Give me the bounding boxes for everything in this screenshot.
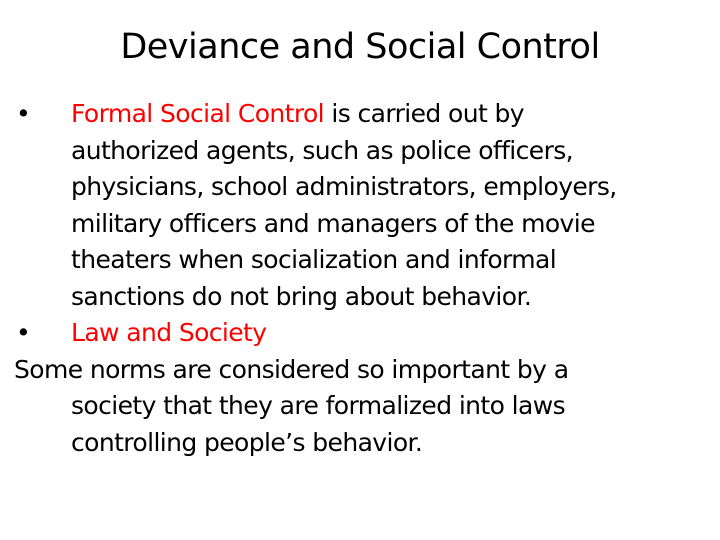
highlight-text: Formal Social Control [71,99,325,128]
slide-content [14,96,714,461]
bullet-line: physicians, school administrators, employers, [71,172,617,201]
paragraph-norms [14,352,714,462]
bullet-line [71,96,714,133]
bullet-formal-social-control [14,96,714,315]
bullet-law-and-society [14,315,714,352]
bullet-icon: • [16,318,31,347]
bullet-icon: • [16,99,31,128]
bullet-line: military officers and managers of the movie [71,208,595,238]
bullet-line: sanctions do not bring about behavior. [71,281,532,311]
paragraph-line: controlling people’s behavior. [71,427,423,457]
paragraph-line: Some norms are considered so important by a [14,354,569,384]
bullet-line: theaters when socialization and informal [71,245,557,274]
paragraph-line: society that they are formalized into laws [71,391,565,420]
bullet-line: authorized agents, such as police officers, [71,135,574,165]
highlight-text: Law and Society [71,318,267,347]
slide-title: Deviance and Social Control [120,27,600,67]
bullet-text: is carried out by [324,99,524,128]
